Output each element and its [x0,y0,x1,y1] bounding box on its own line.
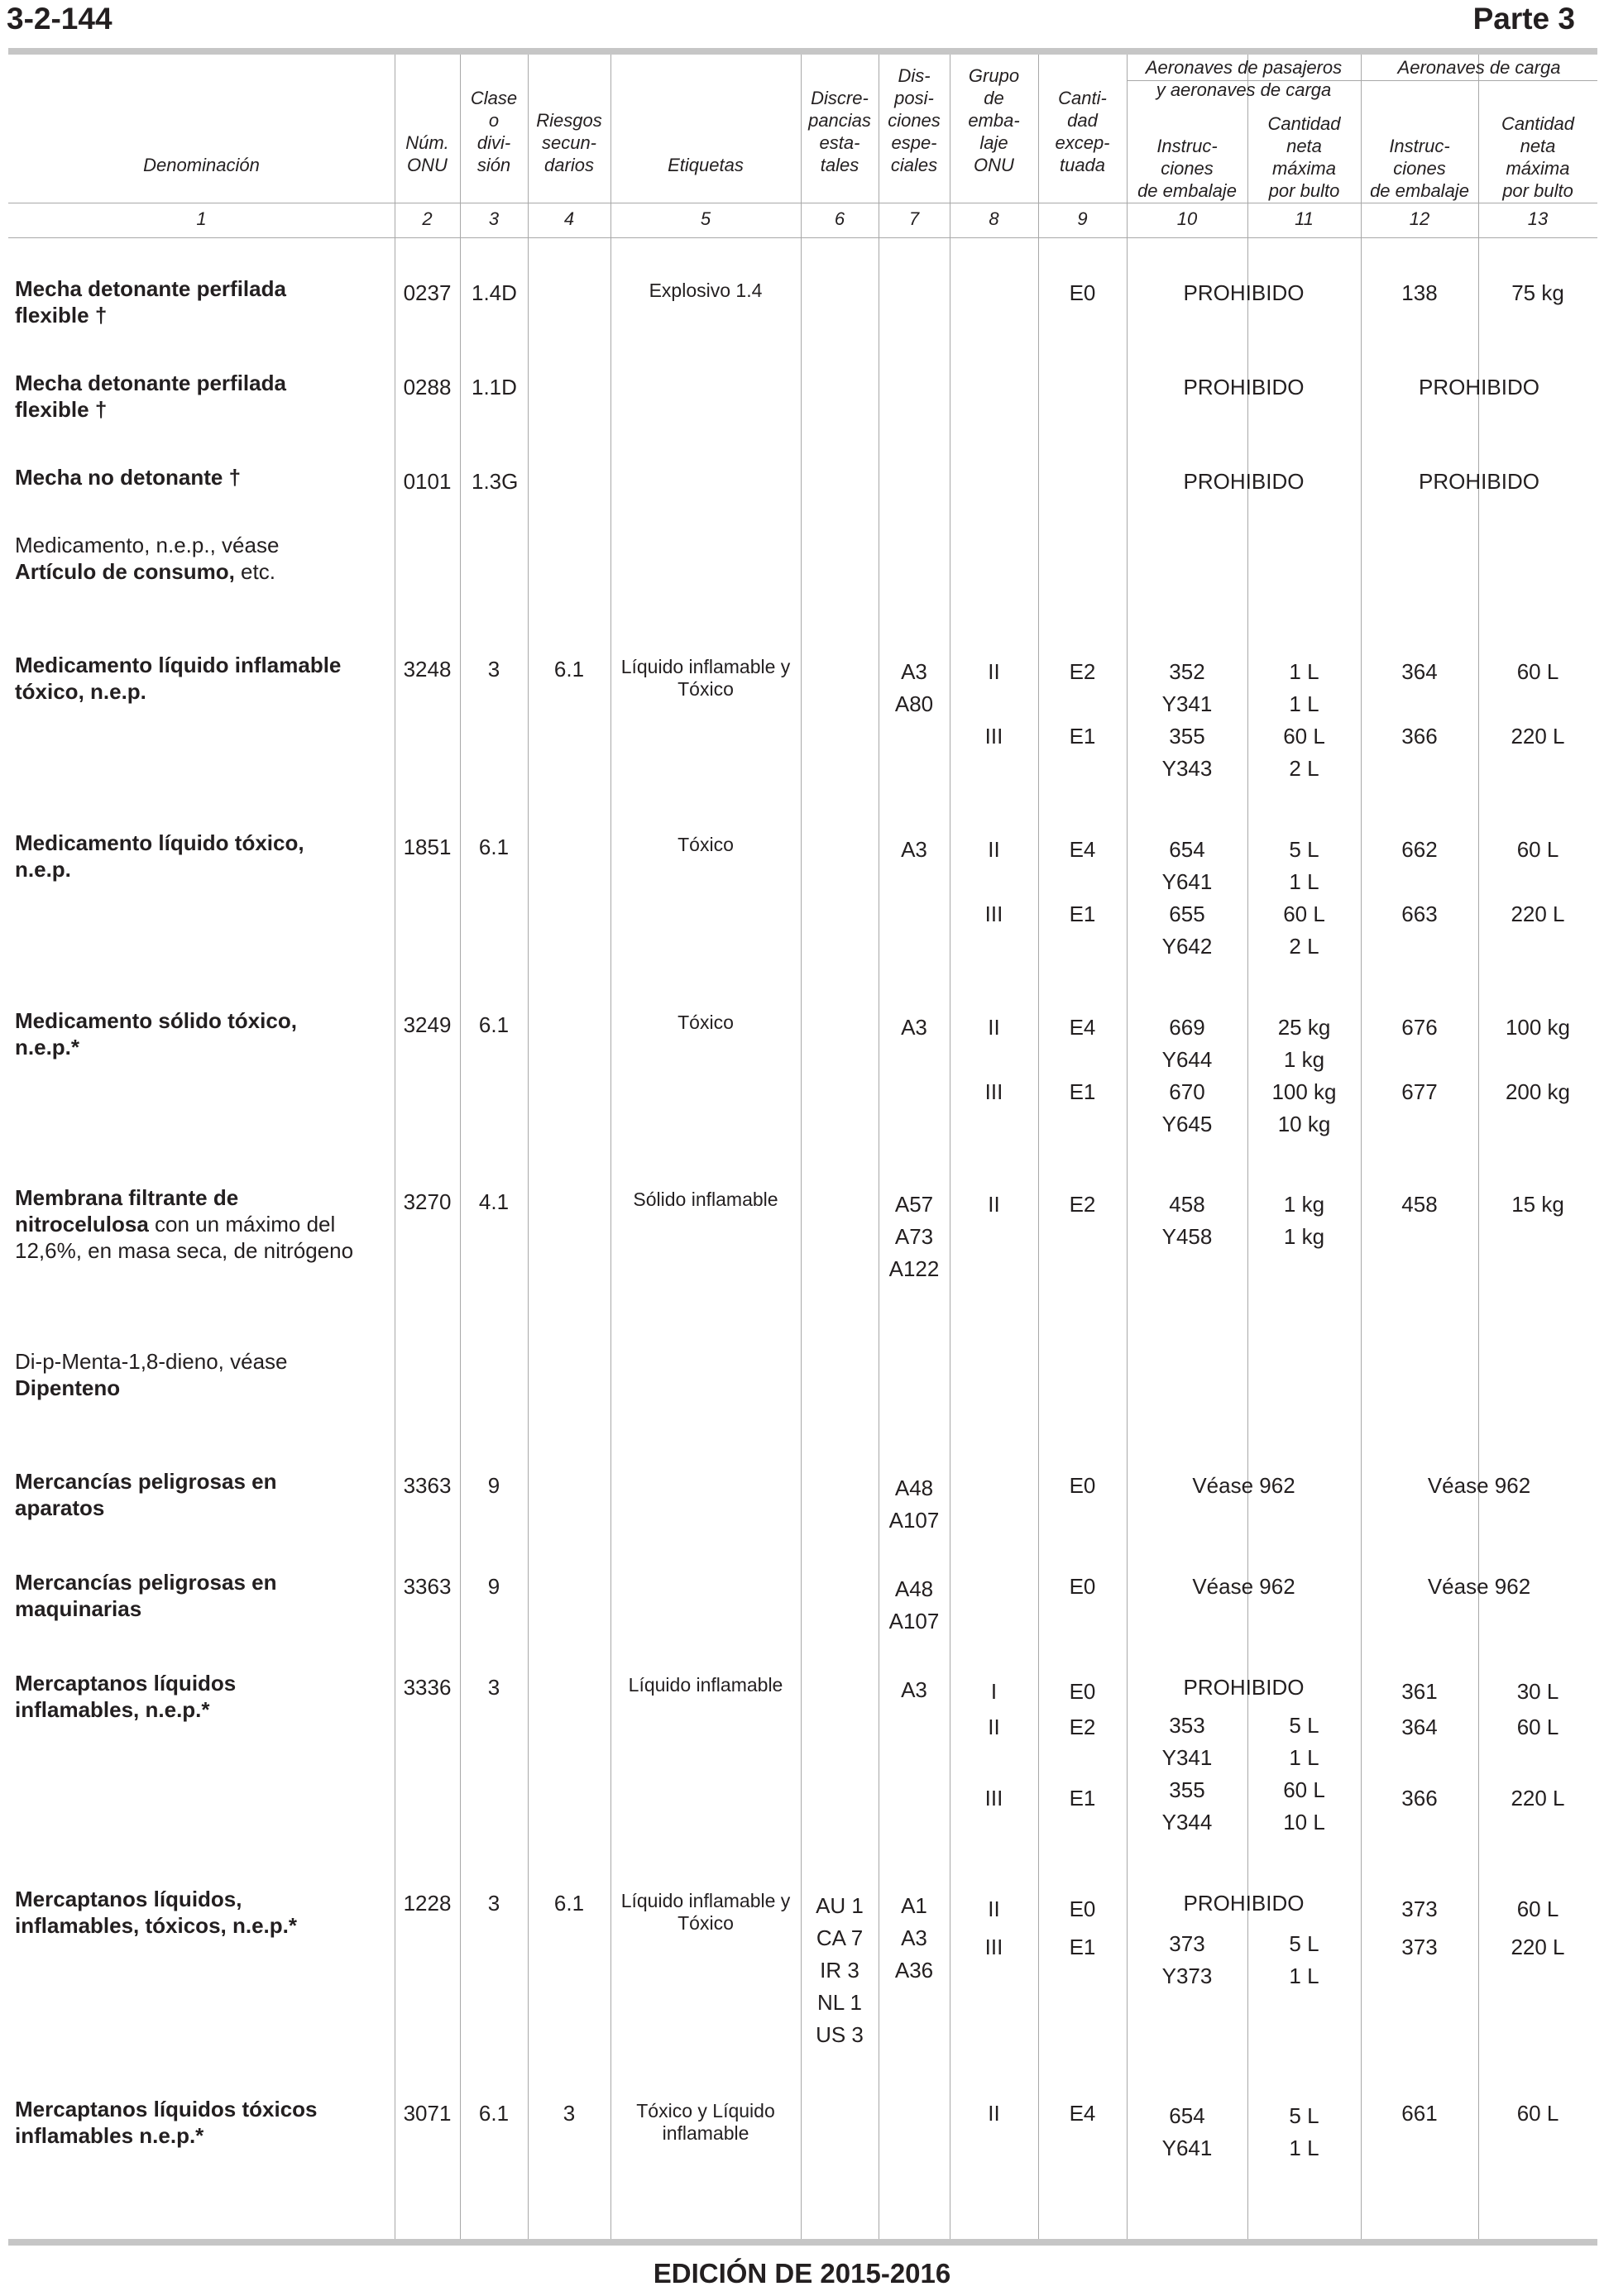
hazard-class: 1.4D [472,280,517,305]
pax-max-quantity: 5 L 1 L [1289,1931,1319,1988]
col-number: 6 [834,208,845,229]
special-provisions: A3 [901,837,927,862]
excepted-quantity: E4 [1069,2101,1096,2126]
un-number: 0288 [403,375,452,399]
pax-max-quantity: 5 L 1 L 60 L 10 L [1283,1713,1325,1834]
cargo-packing-instruction: 364 366 [1401,659,1438,749]
cargo-max-quantity: 60 L 220 L [1511,659,1565,749]
table-row-name: Mercaptanos líquidos inflamables, n.e.p.* [15,1671,237,1722]
excepted-quantity: E0 E1 [1069,1897,1096,1959]
packing-group: I II III [984,1679,1003,1810]
pax-packing-instruction: 458 Y458 [1161,1192,1213,1249]
col-number: 11 [1295,208,1314,229]
col-header-un-number: Núm. ONU [405,132,449,175]
col-header-class: Clase o divi- sión [470,88,518,175]
col-header-denominacion: Denominación [143,155,260,175]
un-number: 3363 [403,1574,452,1599]
hazard-label: Líquido inflamable y Tóxico [620,656,791,700]
excepted-quantity: E2 [1069,1192,1096,1217]
un-number: 0101 [403,469,452,494]
excepted-quantity: E0 [1069,1574,1096,1599]
pax-max-quantity: 1 kg 1 kg [1283,1192,1325,1249]
table-row-name: Mercaptanos líquidos tóxicos inflamables n.e.p.* [15,2097,318,2148]
col-number: 12 [1409,208,1430,229]
hazard-class: 6.1 [478,1012,510,1037]
packing-group: II [988,2101,1000,2126]
col-number: 13 [1527,208,1549,229]
col-number: 8 [989,208,999,229]
page-section-number: 3-2-144 [7,2,113,36]
pax-packing-instruction: 352 Y341 355 Y343 [1161,659,1213,781]
hazard-class: 3 [487,1675,500,1700]
passenger-aircraft-status: PROHIBIDO [1183,1891,1305,1916]
col-number: 2 [422,208,433,229]
cargo-packing-instruction: 458 [1401,1192,1438,1217]
hazard-class: 6.1 [478,2101,510,2126]
special-provisions: A48 A107 [888,1476,940,1533]
pax-max-quantity: 5 L 1 L 60 L 2 L [1283,837,1325,959]
table-row-name: Medicamento líquido inflamable tóxico, n.e.p. [15,653,342,704]
un-number: 3248 [403,657,452,682]
special-provisions: A48 A107 [888,1576,940,1634]
special-provisions: A3 [901,1677,927,1702]
excepted-quantity: E2 E1 [1069,659,1096,749]
cargo-aircraft-status: PROHIBIDO [1419,375,1539,399]
pax-packing-instruction: 654 Y641 655 Y642 [1161,837,1213,959]
col-number: 4 [563,208,575,229]
pax-packing-instruction: 669 Y644 670 Y645 [1161,1015,1213,1136]
cargo-aircraft-status: Véase 962 [1427,1574,1531,1599]
table-row-name: Membrana filtrante de nitrocelulosa con un máximo del 12,6%, en masa seca, de nitrógeno [15,1185,354,1263]
subsidiary-risk: 6.1 [553,1891,585,1916]
hazard-class: 1.1D [472,375,517,399]
pax-max-quantity: 5 L 1 L [1289,2103,1319,2160]
hazard-label: Tóxico [678,834,734,855]
un-number: 3363 [403,1473,452,1498]
edition-footer: EDICIÓN DE 2015-2016 [653,2258,951,2289]
subsidiary-risk: 6.1 [553,657,585,682]
col-header-state-variations: Discre- pancias esta- tales [808,88,871,175]
pax-packing-instruction: 373 Y373 [1161,1931,1213,1988]
cargo-max-quantity: 15 kg [1511,1192,1564,1217]
passenger-aircraft-status: PROHIBIDO [1183,375,1305,399]
cross-reference-entry: Di-p-Menta-1,8-dieno, véase Dipenteno [15,1349,288,1400]
col-number: 3 [488,208,500,229]
hazard-label: Explosivo 1.4 [649,280,763,301]
cross-reference-entry: Medicamento, n.e.p., véase Artículo de consumo, etc. [15,533,280,584]
col-number: 9 [1077,208,1088,229]
special-provisions: A3 [901,1015,927,1040]
subsidiary-risk: 3 [563,2101,576,2126]
pax-max-quantity: 1 L 1 L 60 L 2 L [1283,659,1325,781]
un-number: 3071 [403,2101,452,2126]
hazard-label: Tóxico [678,1012,734,1033]
un-number: 0237 [403,280,452,305]
table-row-name: Mecha detonante perfilada flexible † [15,276,286,328]
col-header-excepted-quantity: Canti- dad excep- tuada [1055,88,1110,175]
cargo-packing-instruction: 138 [1401,280,1438,305]
packing-group: II III [984,1897,1003,1959]
un-number: 1851 [403,835,452,859]
cargo-packing-instruction: 676 677 [1401,1015,1438,1104]
hazard-label: Sólido inflamable [633,1189,778,1210]
packing-group: II [988,1192,1000,1217]
cargo-packing-instruction: 661 [1401,2101,1438,2126]
pax-packing-instruction: 353 Y341 355 Y344 [1161,1713,1213,1834]
passenger-aircraft-status: Véase 962 [1192,1574,1295,1599]
col-number: 5 [700,208,711,229]
hazard-label: Líquido inflamable y Tóxico [620,1890,791,1934]
col-number: 7 [908,208,920,229]
hazard-class: 9 [487,1473,500,1498]
passenger-aircraft-status: Véase 962 [1192,1473,1295,1498]
hazard-class: 6.1 [478,835,510,859]
col-header-passenger-aircraft: Aeronaves de pasajeros y aeronaves de carga [1145,57,1343,100]
passenger-aircraft-status: PROHIBIDO [1183,280,1305,305]
table-row-name: Medicamento líquido tóxico, n.e.p. [15,830,304,882]
bottom-rule [8,2239,1597,2246]
packing-group: II III [984,837,1003,926]
special-provisions: A1 A3 A36 [894,1893,934,1983]
header-divider [8,237,1597,238]
top-rule [8,48,1597,55]
pax-packing-instruction: 654 Y641 [1161,2103,1213,2160]
cargo-packing-instruction: 373 373 [1401,1897,1438,1959]
excepted-quantity: E4 E1 [1069,1015,1096,1104]
cargo-aircraft-status: Véase 962 [1427,1473,1531,1498]
cargo-max-quantity: 100 kg 200 kg [1505,1015,1571,1104]
table-row-name: Mercaptanos líquidos, inflamables, tóxicos, n.e.p.* [15,1887,297,1938]
excepted-quantity: E0 [1069,1473,1096,1498]
table-row-name: Mercancías peligrosas en maquinarias [15,1570,277,1621]
un-number: 3336 [403,1675,452,1700]
cargo-max-quantity: 60 L 220 L [1511,837,1565,926]
table-row-name: Medicamento sólido tóxico, n.e.p.* [15,1008,297,1060]
table-row-name: Mercancías peligrosas en aparatos [15,1469,277,1520]
hazard-label: Líquido inflamable [628,1674,783,1696]
hazard-class: 1.3G [472,469,519,494]
excepted-quantity: E0 E2 E1 [1069,1679,1096,1810]
page-part-label: Parte 3 [1472,2,1575,36]
cargo-packing-instruction: 361 364 366 [1401,1679,1438,1810]
table-row-name: Mecha no detonante † [15,465,242,490]
col-header-labels: Etiquetas [668,155,744,175]
passenger-aircraft-status: PROHIBIDO [1183,469,1305,494]
packing-group: II III [984,659,1003,749]
col-header-cargo-aircraft: Aeronaves de carga [1397,57,1561,78]
special-provisions: A3 A80 [894,659,934,716]
col-number: 1 [196,208,207,229]
cargo-aircraft-status: PROHIBIDO [1419,469,1539,494]
col-header-special-provisions: Dis- posi- ciones espe- ciales [888,65,941,175]
col-header-pax-max-net-qty: Cantidad neta máxima por bulto [1267,113,1341,201]
table-row-name: Mecha detonante perfilada flexible † [15,371,286,422]
col-header-cargo-max-net-qty: Cantidad neta máxima por bulto [1501,113,1575,201]
un-number: 3249 [403,1012,452,1037]
cargo-max-quantity: 60 L 220 L [1511,1897,1565,1959]
col-header-subsidiary-risks: Riesgos secun- darios [536,110,602,175]
col-header-cargo-packing-instructions: Instruc- ciones de embalaje [1370,136,1469,201]
col-header-packing-group: Grupo de emba- laje ONU [968,65,1020,175]
passenger-aircraft-status: PROHIBIDO [1183,1675,1305,1700]
hazard-class: 3 [487,1891,500,1916]
pax-max-quantity: 25 kg 1 kg 100 kg 10 kg [1271,1015,1337,1136]
un-number: 3270 [403,1189,452,1214]
packing-group: II III [984,1015,1003,1104]
hazard-label: Tóxico y Líquido inflamable [636,2100,775,2144]
cargo-max-quantity: 30 L 60 L 220 L [1511,1679,1565,1810]
col-header-pax-packing-instructions: Instruc- ciones de embalaje [1137,136,1237,201]
hazard-class: 4.1 [478,1189,510,1214]
excepted-quantity: E4 E1 [1069,837,1096,926]
hazard-class: 9 [487,1574,500,1599]
hazard-class: 3 [487,657,500,682]
un-number: 1228 [403,1891,452,1916]
special-provisions: A57 A73 A122 [888,1192,940,1281]
cargo-max-quantity: 60 L [1516,2101,1559,2126]
col-number: 10 [1176,208,1198,229]
cargo-max-quantity: 75 kg [1511,280,1564,305]
state-variations: AU 1 CA 7 IR 3 NL 1 US 3 [816,1893,864,2047]
excepted-quantity: E0 [1069,280,1096,305]
cargo-packing-instruction: 662 663 [1401,837,1438,926]
